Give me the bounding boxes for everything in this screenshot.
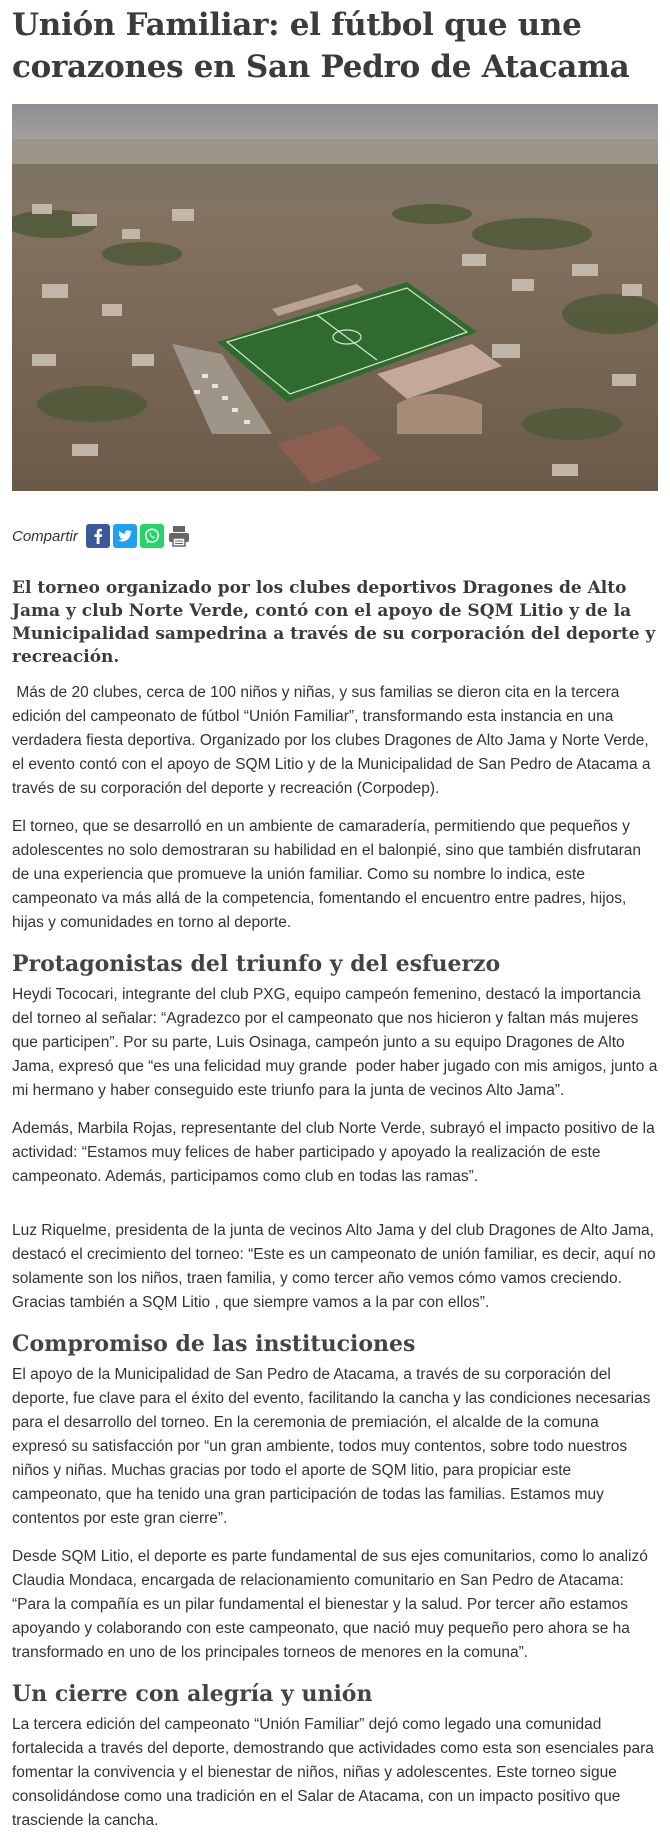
hero-image-football-field	[12, 104, 658, 491]
share-label: Compartir	[12, 527, 78, 545]
section1-paragraph-3: Luz Riquelme, presidenta de la junta de vecinos Alto Jama y del club Dragones de Alto Jama, destacó el crecimiento del torneo: “Este es un campeonato de unión familiar, es decir, aquí no solamente son los niños, traen familia, y como tercer año vemos cómo vamos creciendo. Gracias también a SQM Litio , que siempre vamos a la par con ellos”.	[12, 1222, 656, 1311]
section-heading-protagonistas: Protagonistas del triunfo y del esfuerzo	[12, 951, 501, 977]
twitter-icon[interactable]	[113, 524, 137, 548]
section-heading-cierre: Un cierre con alegría y unión	[12, 1681, 373, 1707]
section1-paragraph-1: Heydi Tococari, integrante del club PXG, equipo campeón femenino, destacó la importancia del torneo al señalar: “Agradezco por el campeonato que nos hicieron y faltan más mujeres que participen”. Por su parte, Luis Osinaga, campeón junto a su equipo Dragones de Alto Jama, expresó que “es una felicidad muy grande poder haber jugado con mis amigos, junto a mi hermano y haber conseguido este triunfo para la junta de vecinos Alto Jama”.	[12, 986, 662, 1099]
section2-paragraph-1: El apoyo de la Municipalidad de San Pedro de Atacama, a través de su corporación del deporte, fue clave para el éxito del evento, facilitando la cancha y las condiciones necesarias para el desarrollo del torneo. En la ceremonia de premiación, el alcalde de la comuna expresó su satisfacción por “un gran ambiente, todos muy contentos, sobre todo nuestros niños y niñas. Muchas gracias por todo el aporte de SQM litio, para propiciar este campeonato, que ha tenido una gran participación de todas las familias. Estamos muy contentos por este gran cierre”.	[12, 1366, 651, 1527]
section2-paragraph-2: Desde SQM Litio, el deporte es parte fundamental de sus ejes comunitarios, como lo analizó Claudia Mondaca, encargada de relacionamiento comunitario en San Pedro de Atacama: “Para la compañía es un pilar fundamental el bienestar y la salud. Por tercer año estamos apoyando y colaborando con este campeonato, que nació muy pequeño pero ahora se ha transformado en uno de los principales torneos de menores en la comuna”.	[12, 1548, 648, 1661]
share-bar	[12, 521, 658, 551]
section-heading-compromiso: Compromiso de las instituciones	[12, 1331, 416, 1357]
intro-paragraph-1: Más de 20 clubes, cerca de 100 niños y niñas, y sus familias se dieron cita en la tercera edición del campeonato de fútbol “Unión Familiar”, transformando esta instancia en una verdadera fiesta deportiva. Organizado por los clubes Dragones de Alto Jama y Norte Verde, el evento contó con el apoyo de SQM Litio y de la Municipalidad de San Pedro de Atacama a través de su corporación del deporte y recreación (Corpodep).	[12, 684, 655, 797]
section3-paragraph-1: La tercera edición del campeonato “Unión Familiar” dejó como legado una comunidad fortalecida a través del deporte, demostrando que actividades como esta son esenciales para fomentar la convivencia y el bienestar de niños, niñas y adolescentes. Este torneo sigue consolidándose como una tradición en el Salar de Atacama, con un impacto positivo que trasciende la cancha.	[12, 1716, 654, 1829]
intro-paragraph-2: El torneo, que se desarrolló en un ambiente de camaradería, permitiendo que pequeños y adolescentes no solo demostraran su habilidad en el balonpié, sino que también disfrutaran de una experiencia que promueve la unión familiar. Como su nombre lo indica, este campeonato va más allá de la competencia, fomentando el encuentro entre padres, hijos, hijas y comunidades en torno al deporte.	[12, 818, 642, 931]
whatsapp-icon[interactable]	[140, 524, 164, 548]
section1-paragraph-2: Además, Marbila Rojas, representante del club Norte Verde, subrayó el impacto positivo de la actividad: “Estamos muy felices de haber participado y apoyado la realización de este campeonato. Además, participamos como club en todas las ramas”.	[12, 1120, 655, 1185]
article-lead: El torneo organizado por los clubes deportivos Dragones de Alto Jama y club Norte Verde, contó con el apoyo de SQM Litio y de la Municipalidad sampedrina a través de su corporación del deporte y recreación.	[12, 578, 656, 667]
facebook-icon[interactable]	[86, 524, 110, 548]
article-title: Unión Familiar: el fútbol que une corazones en San Pedro de Atacama	[12, 7, 630, 85]
print-icon[interactable]	[167, 524, 191, 548]
article	[12, 4, 662, 1833]
